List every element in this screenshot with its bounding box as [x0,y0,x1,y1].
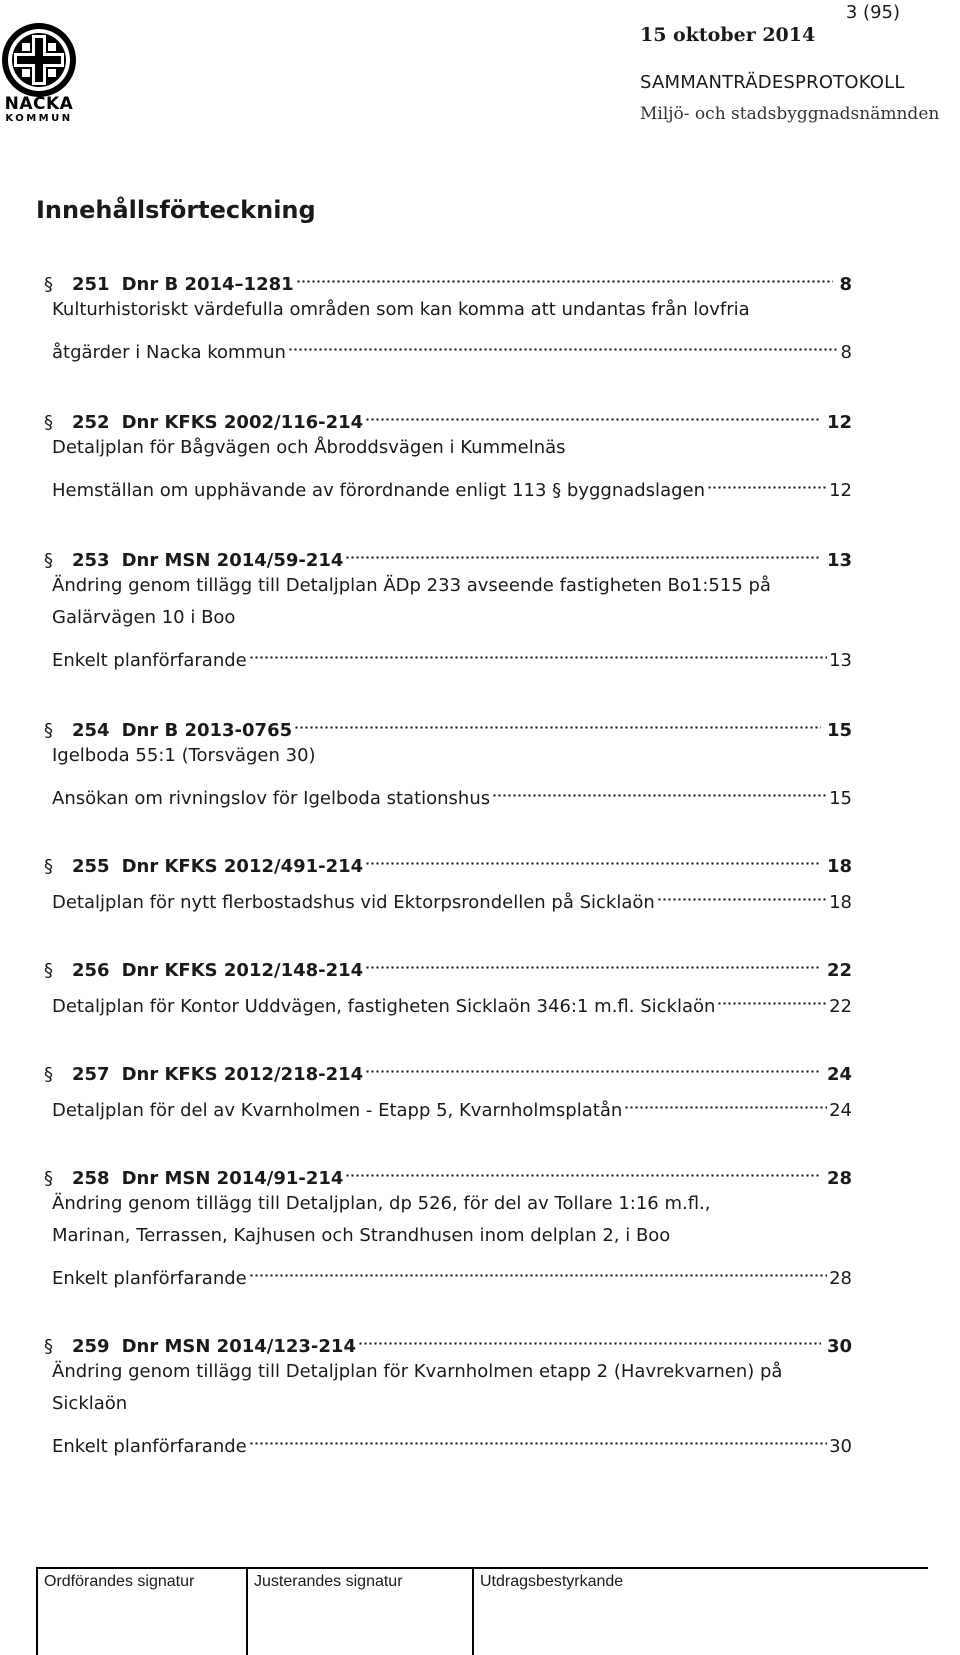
toc-entry-subline[interactable] [52,772,852,809]
toc-entry-dnr: Dnr KFKS 2002/116-214 [121,412,364,433]
section-sign-icon: § [44,856,53,877]
toc-entry-subline-text: Enkelt planförfarande [52,1436,247,1457]
toc-entry-subline-page: 13 [829,650,852,671]
meeting-date: 15 oktober 2014 [640,24,816,46]
toc-entry-subline-text: Enkelt planförfarande [52,650,247,671]
toc-entry-dnr: Dnr B 2013-0765 [121,720,293,741]
dot-leader [249,634,827,666]
toc-entry-description: Ändring genom tillägg till Detaljplan ÄDp 233 avseende fastigheten Bo1:515 på [52,575,771,596]
chair-signature-cell [36,1569,248,1655]
section-sign-icon: § [44,720,53,741]
toc-entry-number: 252 [72,412,110,433]
dot-leader [365,944,821,976]
toc-entry-page: 28 [826,1168,852,1189]
toc-entry [44,258,852,363]
toc-entry-page: 24 [826,1064,852,1085]
dot-leader [345,534,820,566]
toc-title: Innehållsförteckning [36,196,316,224]
dot-leader [624,1084,827,1116]
dot-leader [717,980,827,1012]
toc-entry-number: 259 [72,1336,110,1357]
adjuster-signature-label: Justerandes signatur [254,1573,403,1590]
toc-entry-number: 251 [72,274,110,295]
toc-entry-subline-text: Detaljplan för del av Kvarnholmen - Etapp 5, Kvarnholmsplatån [52,1100,623,1121]
toc-entry-dnr: Dnr KFKS 2012/218-214 [121,1064,364,1085]
toc-entry-heading[interactable] [44,396,852,433]
section-sign-icon: § [44,960,53,981]
toc-entry-subline[interactable] [52,326,852,363]
toc-entry-dnr: Dnr MSN 2014/91-214 [121,1168,344,1189]
section-sign-icon: § [44,1064,53,1085]
dot-leader [365,840,821,872]
toc-entry-subline-page: 8 [840,342,852,363]
toc-entry-subline-page: 12 [829,480,852,501]
document-type: SAMMANTRÄDESPROTOKOLL [640,72,905,93]
toc-entry-page: 15 [826,720,852,741]
toc-entry-subline-page: 30 [829,1436,852,1457]
toc-entry-subline-text: åtgärder i Nacka kommun [52,342,286,363]
toc-entry-subline[interactable] [52,464,852,501]
section-sign-icon: § [44,274,53,295]
toc-entry-subline-text: Ansökan om rivningslov för Igelboda stationshus [52,788,491,809]
toc-entry [44,1152,852,1289]
dot-leader [249,1252,827,1284]
extract-certification-label: Utdragsbestyrkande [480,1573,624,1590]
toc-entry-subline-page: 22 [829,996,852,1017]
logo-subname: KOMMUN [5,113,73,124]
toc-entry-number: 255 [72,856,110,877]
signature-table [36,1567,928,1655]
toc-entry-page: 30 [826,1336,852,1357]
dot-leader [294,704,821,736]
toc-entry-dnr: Dnr MSN 2014/123-214 [121,1336,356,1357]
section-sign-icon: § [44,1336,53,1357]
toc-entry-heading[interactable] [44,840,852,877]
toc-entry [44,944,852,1017]
dot-leader [657,876,827,908]
toc-entry [44,1320,852,1457]
page-number: 3 (95) [845,2,900,23]
dot-leader [249,1420,827,1452]
dot-leader [288,326,839,358]
toc-entry-heading[interactable] [44,258,852,295]
toc-entry-subline[interactable] [52,634,852,671]
chair-signature-label: Ordförandes signatur [44,1573,195,1590]
section-sign-icon: § [44,550,53,571]
toc-entry [44,840,852,913]
toc-entry-subline-text: Hemställan om upphävande av förordnande enligt 113 § byggnadslagen [52,480,706,501]
logo-name: NACKA [4,94,74,114]
toc-entry-dnr: Dnr B 2014–1281 [121,274,294,295]
section-sign-icon: § [44,1168,53,1189]
toc-entry-subline[interactable] [52,1420,852,1457]
toc-entry-description: Sicklaön [52,1393,128,1414]
toc-entry-subline-text: Detaljplan för Kontor Uddvägen, fastigheten Sicklaön 346:1 m.fl. Sicklaön [52,996,716,1017]
toc-entry-subline-text: Enkelt planförfarande [52,1268,247,1289]
dot-leader [358,1320,821,1352]
toc-entry [44,704,852,809]
toc-entry [44,1048,852,1121]
toc-entry-number: 256 [72,960,110,981]
dot-leader [365,1048,821,1080]
toc-entry-page: 22 [826,960,852,981]
toc-entry-subline[interactable] [52,1252,852,1289]
toc-entry-heading[interactable] [44,1152,852,1189]
toc-entry-heading[interactable] [44,944,852,981]
toc-entry-subline-page: 28 [829,1268,852,1289]
toc-entry [44,396,852,501]
dot-leader [365,396,821,428]
toc-entry-heading[interactable] [44,1320,852,1357]
dot-leader [707,464,827,496]
toc-entry-heading[interactable] [44,704,852,741]
toc-entry-number: 258 [72,1168,110,1189]
toc-entry-page: 13 [826,550,852,571]
toc-entry-subline-page: 24 [829,1100,852,1121]
dot-leader [296,258,834,290]
toc-entry-subline-page: 15 [829,788,852,809]
toc-entry-heading[interactable] [44,534,852,571]
toc-entry-subline-text: Detaljplan för nytt flerbostadshus vid Ektorpsrondellen på Sicklaön [52,892,655,913]
toc-entry-heading[interactable] [44,1048,852,1085]
toc-entry [44,534,852,671]
toc-entry-number: 254 [72,720,110,741]
toc-entry-description: Igelboda 55:1 (Torsvägen 30) [52,745,316,766]
adjuster-signature-cell [248,1569,474,1655]
extract-certification-cell [474,1569,928,1655]
toc-entry-subline-page: 18 [829,892,852,913]
toc-entry-description: Ändring genom tillägg till Detaljplan för Kvarnholmen etapp 2 (Havrekvarnen) på [52,1361,783,1382]
toc-entry-dnr: Dnr KFKS 2012/491-214 [121,856,364,877]
toc-entry-page: 18 [826,856,852,877]
toc-entry-number: 253 [72,550,110,571]
toc-entry-page: 8 [839,274,852,295]
nacka-crest-icon [0,20,78,100]
toc-entry-page: 12 [826,412,852,433]
toc-entry-description: Galärvägen 10 i Boo [52,607,236,628]
dot-leader [345,1152,820,1184]
toc-entry-description: Marinan, Terrassen, Kajhusen och Strandhusen inom delplan 2, i Boo [52,1225,671,1246]
toc-entry-dnr: Dnr MSN 2014/59-214 [121,550,344,571]
toc-entry-description: Ändring genom tillägg till Detaljplan, dp 526, för del av Tollare 1:16 m.fl., [52,1193,711,1214]
toc-entry-description: Detaljplan för Bågvägen och Åbroddsvägen i Kummelnäs [52,437,566,458]
organization-name: Miljö- och stadsbyggnadsnämnden [640,104,940,124]
section-sign-icon: § [44,412,53,433]
dot-leader [492,772,827,804]
toc-entry-description: Kulturhistoriskt värdefulla områden som kan komma att undantas från lovfria [52,299,750,320]
toc-entry-dnr: Dnr KFKS 2012/148-214 [121,960,364,981]
toc-entry-number: 257 [72,1064,110,1085]
